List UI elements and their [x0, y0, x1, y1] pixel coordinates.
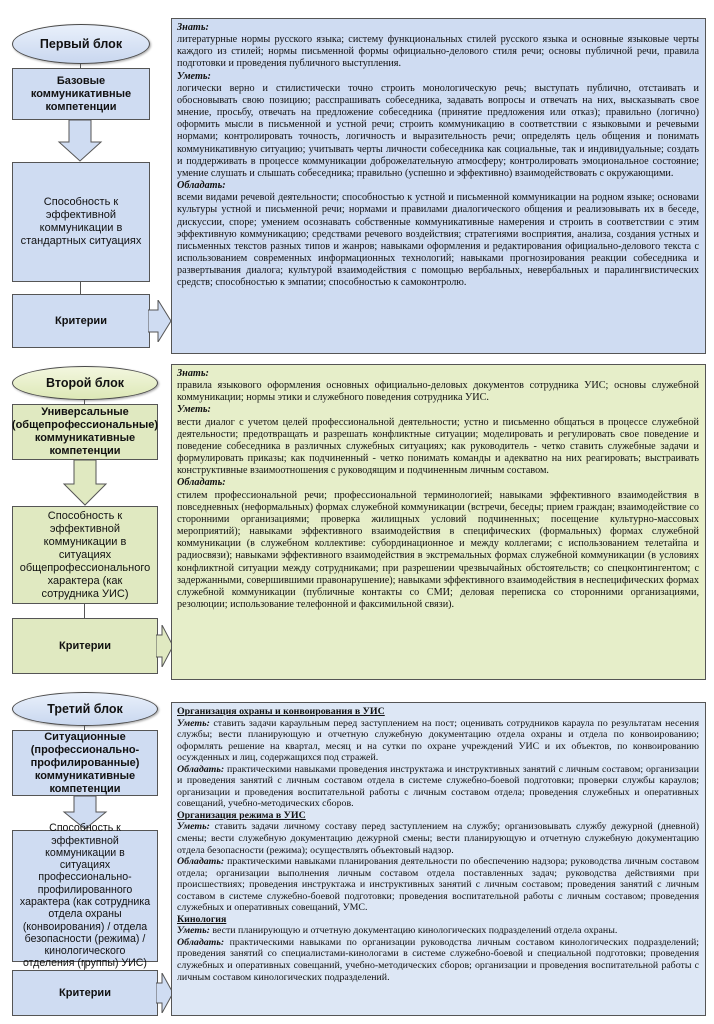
block3-description-panel [171, 702, 706, 1016]
connector [84, 962, 85, 970]
block3-criteria-box: Критерии [12, 970, 158, 1016]
block2-description-panel [171, 364, 706, 680]
own-label: Обладать: [177, 763, 225, 775]
connector [80, 282, 81, 294]
can-label: Уметь: [177, 821, 210, 833]
can-text: ставить задачи караульным перед заступлением на пост; оценивать сотрудников караула по результатам несения службы; вести планирующую и отчетную служебную документацию отдела охраны и отдела по конвоированию; оформлять решение на квартал, месяц и на сутки по охране учреждений УИС и их объектов, по конвоированию осужденных и лиц, содержащихся под стражей. [177, 717, 700, 764]
know-text: литературные нормы русского языка; систему функциональных стилей русского языка и основные языковые черты каждого из стилей; нормы письменной формы официально-делового стиля речи; основы публичной речи, правила подготовки и проведения публичного выступления. [177, 34, 699, 70]
block1-ability-box: Способность к эффективной коммуникации в стандартных ситуациях [12, 162, 150, 282]
own-text: практическими навыками по организации руководства личным составом кинологических подразделений; проведения занятий со специалистами-кинологами в системе служебно-боевой и специальной подготовки; проведения служебных и оперативных совещаний, учебно-методических сборов; организации и проведения воспитательной работы с личным составом кинологических подразделений. [177, 936, 699, 983]
arrow-right-icon [148, 300, 172, 342]
own-label: Обладать: [177, 180, 226, 192]
block1-description-panel [171, 18, 706, 354]
block3-ability-box: Способность к эффективной коммуникации в ситуациях профессионально-профилированного характера (как сотрудника отдела охраны (конвоирования) / отдела безопасности (режима) / кинологического отделения (группы) УИС) [12, 830, 158, 962]
know-text: правила языкового оформления основных официально-деловых документов сотрудника УИС; основы служебной коммуникации; нормы этики и служебного поведения сотрудника УИС. [177, 380, 699, 404]
own-text: стилем профессиональной речи; профессиональной терминологией; навыками эффективного взаимодействия в повседневных (неформальных) формах служебной коммуникации (встречи, беседы; прием граждан; взаимодействие со сторонними организациями; проверка жилищных условий подчиненных; посещение культурно-массовых мероприятий); навыками эффективного взаимодействия в специфических (формальных) формах служебной коммуникации (в служебном коллективе: субординационное и между коллегами; с использованием телетайпа и радиосвязи); навыками эффективного взаимодействия в экстремальных формах служебной коммуникации (в условиях конфликтной ситуации между сотрудниками; при разрешении чрезвычайных обстоятельств; со спецконтингентом; с задержанными, совершившими правонарушение); навыками эффективного взаимодействия в неспецифических формах служебной коммуникации (публичные контакты со СМИ; деловая переписка со сторонними организациями, резолюции; использование телефонной и факсимильной связи). [177, 489, 699, 610]
block1-title: Первый блок [12, 24, 150, 64]
block1-competence-box: Базовые коммуникативные компетенции [12, 68, 150, 120]
know-label: Знать: [177, 22, 209, 33]
arrow-down-icon [62, 460, 108, 506]
can-label: Уметь: [177, 925, 210, 937]
section-title: Организация охраны и конвоирования в УИС [177, 706, 385, 717]
arrow-down-icon [57, 120, 103, 162]
block2-competence-box: Универсальные (общепрофессиональные) коммуникативные компетенции [12, 404, 158, 460]
can-text: вести планирующую и отчетную документацию кинологических подразделений отдела охраны. [212, 925, 618, 937]
connector [84, 604, 85, 618]
block1-criteria-box: Критерии [12, 294, 150, 348]
can-label: Уметь: [177, 70, 211, 82]
can-label: Уметь: [177, 717, 210, 729]
own-text: всеми видами речевой деятельности; способностью к устной и письменной коммуникации на родном языке; основами культуры устной и письменной речи; нормами и правилами диалогического общения и реализовывать их в беседе, дискуссии, споре; умением осознавать собственные коммуникативные намерения и строить в соответствии с этим эффективную коммуникацию; средствами речевого воздействия; стратегиями восприятия, анализа, создания устных и письменных текстов разных типов и жанров; навыками оформления и редактирования официально-делового текста с использованием современных информационных технологий; навыками прогнозирования реакции собеседника и развертывания диалога; культурой взаимодействия с помощью вербальных, невербальных и паралингвистических средств; способностью к эмпатии; способностью к самоконтролю. [177, 192, 699, 289]
section-title: Кинология [177, 913, 227, 925]
own-label: Обладать: [177, 477, 226, 489]
block2-ability-box: Способность к эффективной коммуникации в ситуациях общепрофессионального характера (как сотрудника УИС) [12, 506, 158, 604]
own-text: практическими навыками проведения инструктажа и инструктивных занятий с личным составом; организации и проведения занятий с личным составом отдела в системе служебно-боевой подготовки; проверки службы караулов; организации и проведения воспитательной работы с личным составом отдела; проведения служебных и оперативных совещаний, учебно-методических сборов. [177, 763, 699, 810]
own-label: Обладать: [177, 936, 225, 948]
know-label: Знать: [177, 368, 209, 379]
section-title: Организация режима в УИС [177, 809, 306, 821]
can-label: Уметь: [177, 404, 211, 416]
can-text: логически верно и стилистически точно строить монологическую речь; выступать публично, отстаивать и обосновывать свою позицию; расспрашивать собеседника, задавать вопросы и отвечать на них, высказывать свое мнение, просьбу, отвечать на предложение собеседника (принятие предложения или отказ); правильно (логично) оформить мысли в письменной и устной речи; строить коммуникацию в соответствии с языковыми и речевыми нормами; контролировать точность, логичность и выразительность речи; определять цель общения и понимать коммуникативную ситуацию; учитывать черты личности собеседника как социальные, так и индивидуальные; создать и поддерживать в процессе коммуникации доброжелательную атмосферу; контролировать эмоциональное состояние; умение слушать и слышать собеседника; правильно (успешно и эффективно) взаимодействовать с окружающими. [177, 82, 699, 179]
block2-title: Второй блок [12, 366, 158, 400]
block2-criteria-box: Критерии [12, 618, 158, 674]
can-text: вести диалог с учетом целей профессиональной деятельности; устно и письменно общаться в процессе служебной деятельности; предотвращать и разрешать конфликтные ситуации; моделировать и регулировать свое поведение и поведение собеседника в различных служебных ситуациях; как руководитель - четко ставить служебные задачи и формулировать приказы; как подчиненный - четко понимать команды и адекватно на них реагировать; выстраивать конструктивные взаимоотношения с руководящим и подчиненным личным составом. [177, 416, 699, 477]
own-label: Обладать: [177, 856, 225, 868]
block3-competence-box: Ситуационные (профессионально-профилированные) коммуникативные компетенции [12, 730, 158, 796]
can-text: ставить задачи личному составу перед заступлением на службу; организовывать службу дежурной (дневной) смены; вести служебную документацию дежурной смены; вести планирующую и отчетную служебную документацию отдела безопасности (режима); осуществлять объектовый надзор. [177, 821, 699, 856]
own-text: практическими навыками планирования деятельности по обеспечению надзора; руководства личным составом отдела; организации выполнения личным составом отдела поставленных задач; руководства действиями при происшествиях; проведения инструктажа и инструктивных занятий с личным составом; проведения занятий с личным составом в системе служебно-боевой подготовки; проведения воспитательной работы с личным составом; проведения служебных и оперативных совещаний, УМС. [177, 856, 700, 914]
block3-title: Третий блок [12, 692, 158, 726]
